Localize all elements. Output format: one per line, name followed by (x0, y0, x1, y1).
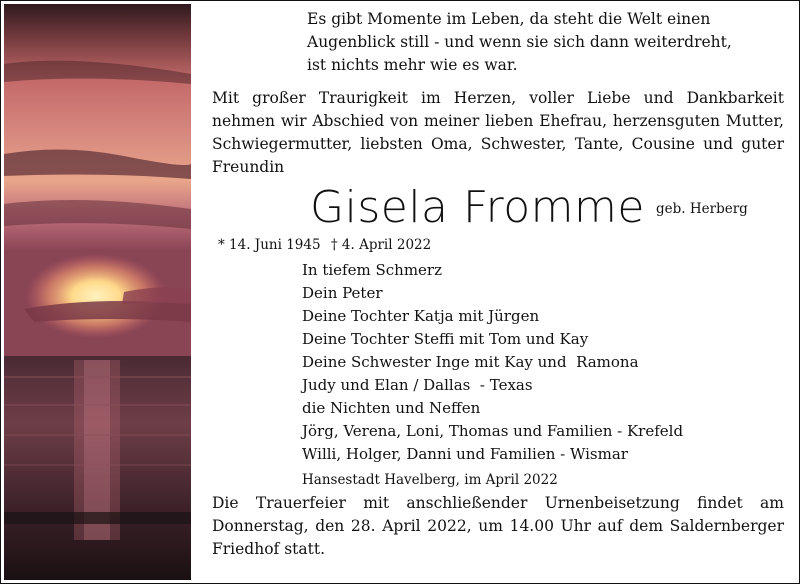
maiden-name: geb. Herberg (656, 201, 748, 217)
funeral-notice: Die Trauerfeier mit anschließender Urnenbeisetzung findet am Donnerstag, den 28. April 2022, um 14.00 Uhr auf dem Saldernberger Friedhof statt. (212, 494, 784, 558)
name-row (212, 182, 784, 235)
place-date: Hansestadt Havelberg, im April 2022 (302, 472, 558, 488)
life-dates (218, 235, 784, 255)
mourner-line: Deine Schwester Inge mit Kay und Ramona (302, 353, 639, 371)
mourner-line: Judy und Elan / Dallas - Texas (302, 376, 533, 394)
deceased-name: Gisela Fromme (310, 182, 645, 233)
mourner-line: Dein Peter (302, 284, 383, 302)
intro-text: Mit großer Traurigkeit im Herzen, voller Liebe und Dankbarkeit nehmen wir Abschied von meiner lieben Ehefrau, herzensguten Mutter, Schwiegermutter, liebsten Oma, Schwester, Tante, Cousine und guter Freundin (212, 89, 784, 176)
mourner-line: Deine Tochter Steffi mit Tom und Kay (302, 330, 589, 348)
mourner-line: Deine Tochter Katja mit Jürgen (302, 307, 540, 325)
sunset-image (4, 4, 191, 580)
mourner-line: In tiefem Schmerz (302, 261, 442, 279)
mourner-line: die Nichten und Neffen (302, 399, 481, 417)
motto-text: Es gibt Momente im Leben, da steht die Welt einen Augenblick still - und wenn sie sich dann weiterdreht, ist nichts mehr wie es war. (307, 10, 732, 74)
mourners-list (302, 259, 784, 466)
birth-date: * 14. Juni 1945 (218, 237, 321, 253)
death-date: † 4. April 2022 (330, 237, 432, 253)
mourner-line: Jörg, Verena, Loni, Thomas und Familien - Krefeld (302, 422, 684, 440)
mourner-line: Willi, Holger, Danni und Familien - Wismar (302, 445, 628, 463)
obituary-content (212, 8, 784, 561)
sunset-photo (4, 4, 191, 580)
